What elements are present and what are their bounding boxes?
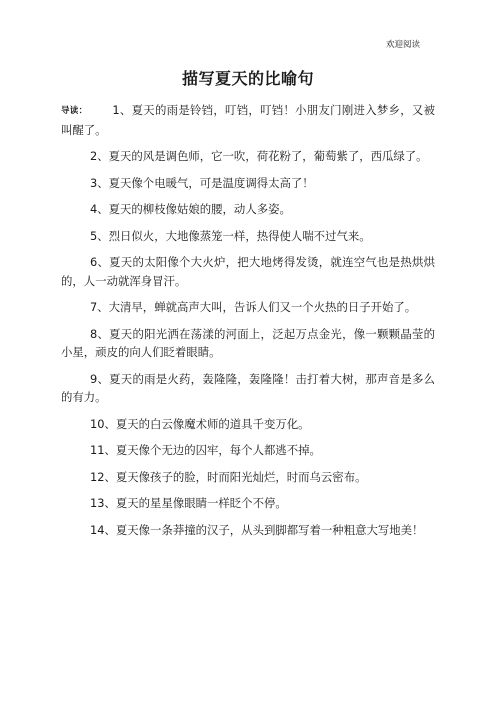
document-title: 描写夏天的比喻句 — [181, 69, 314, 88]
paragraph-3: 3、夏天像个电暖气，可是温度调得太高了！ — [90, 175, 314, 190]
lead-label: 导读： — [61, 106, 88, 116]
paragraph-13: 13、夏天的星星像眼睛一样眨个不停。 — [90, 496, 287, 510]
paragraph-10: 10、夏天的白云像魔术师的道具千变万化。 — [90, 416, 310, 431]
paragraph-5: 5、烈日似火，大地像蒸笼一样，热得使人喘不过气来。 — [90, 228, 371, 243]
paragraph-8: 8、夏天的阳光洒在荡漾的河面上，泛起万点金光，像一颗颗晶莹的小星，顽皮的向人们眨着眼睛。 — [61, 326, 435, 359]
paragraph-7: 7、大清早，蝉就高声大叫，告诉人们又一个火热的日子开始了。 — [90, 300, 417, 314]
page-header: 欢迎阅读 — [385, 40, 420, 50]
paragraph-4: 4、夏天的柳枝像姑娘的腰，动人多姿。 — [90, 202, 291, 216]
paragraph-1 — [61, 101, 435, 139]
paragraph-text: 1、夏天的雨是铃铛，叮铛，叮铛！小朋友门刚进入梦乡，又被叫醒了。 — [61, 103, 435, 137]
paragraph-14: 14、夏天像一条莽撞的汉子，从头到脚都写着一种粗意大写地美！ — [90, 522, 424, 537]
paragraph-9: 9、夏天的雨是火药，轰隆隆，轰隆隆！击打着大树，那声音是多么的有力。 — [61, 371, 435, 404]
document-body — [61, 101, 435, 547]
paragraph-6: 6、夏天的太阳像个大火炉，把大地烤得发烫，就连空气也是热烘烘的，人一动就浑身冒汗。 — [61, 255, 435, 288]
paragraph-12: 12、夏天像孩子的脸，时而阳光灿烂，时而乌云密布。 — [90, 469, 367, 484]
paragraph-11: 11、夏天像个无边的囚牢，每个人都逃不掉。 — [90, 443, 321, 457]
paragraph-2: 2、夏天的风是调色师，它一吹，荷花粉了，葡萄紫了，西瓜绿了。 — [90, 149, 428, 163]
